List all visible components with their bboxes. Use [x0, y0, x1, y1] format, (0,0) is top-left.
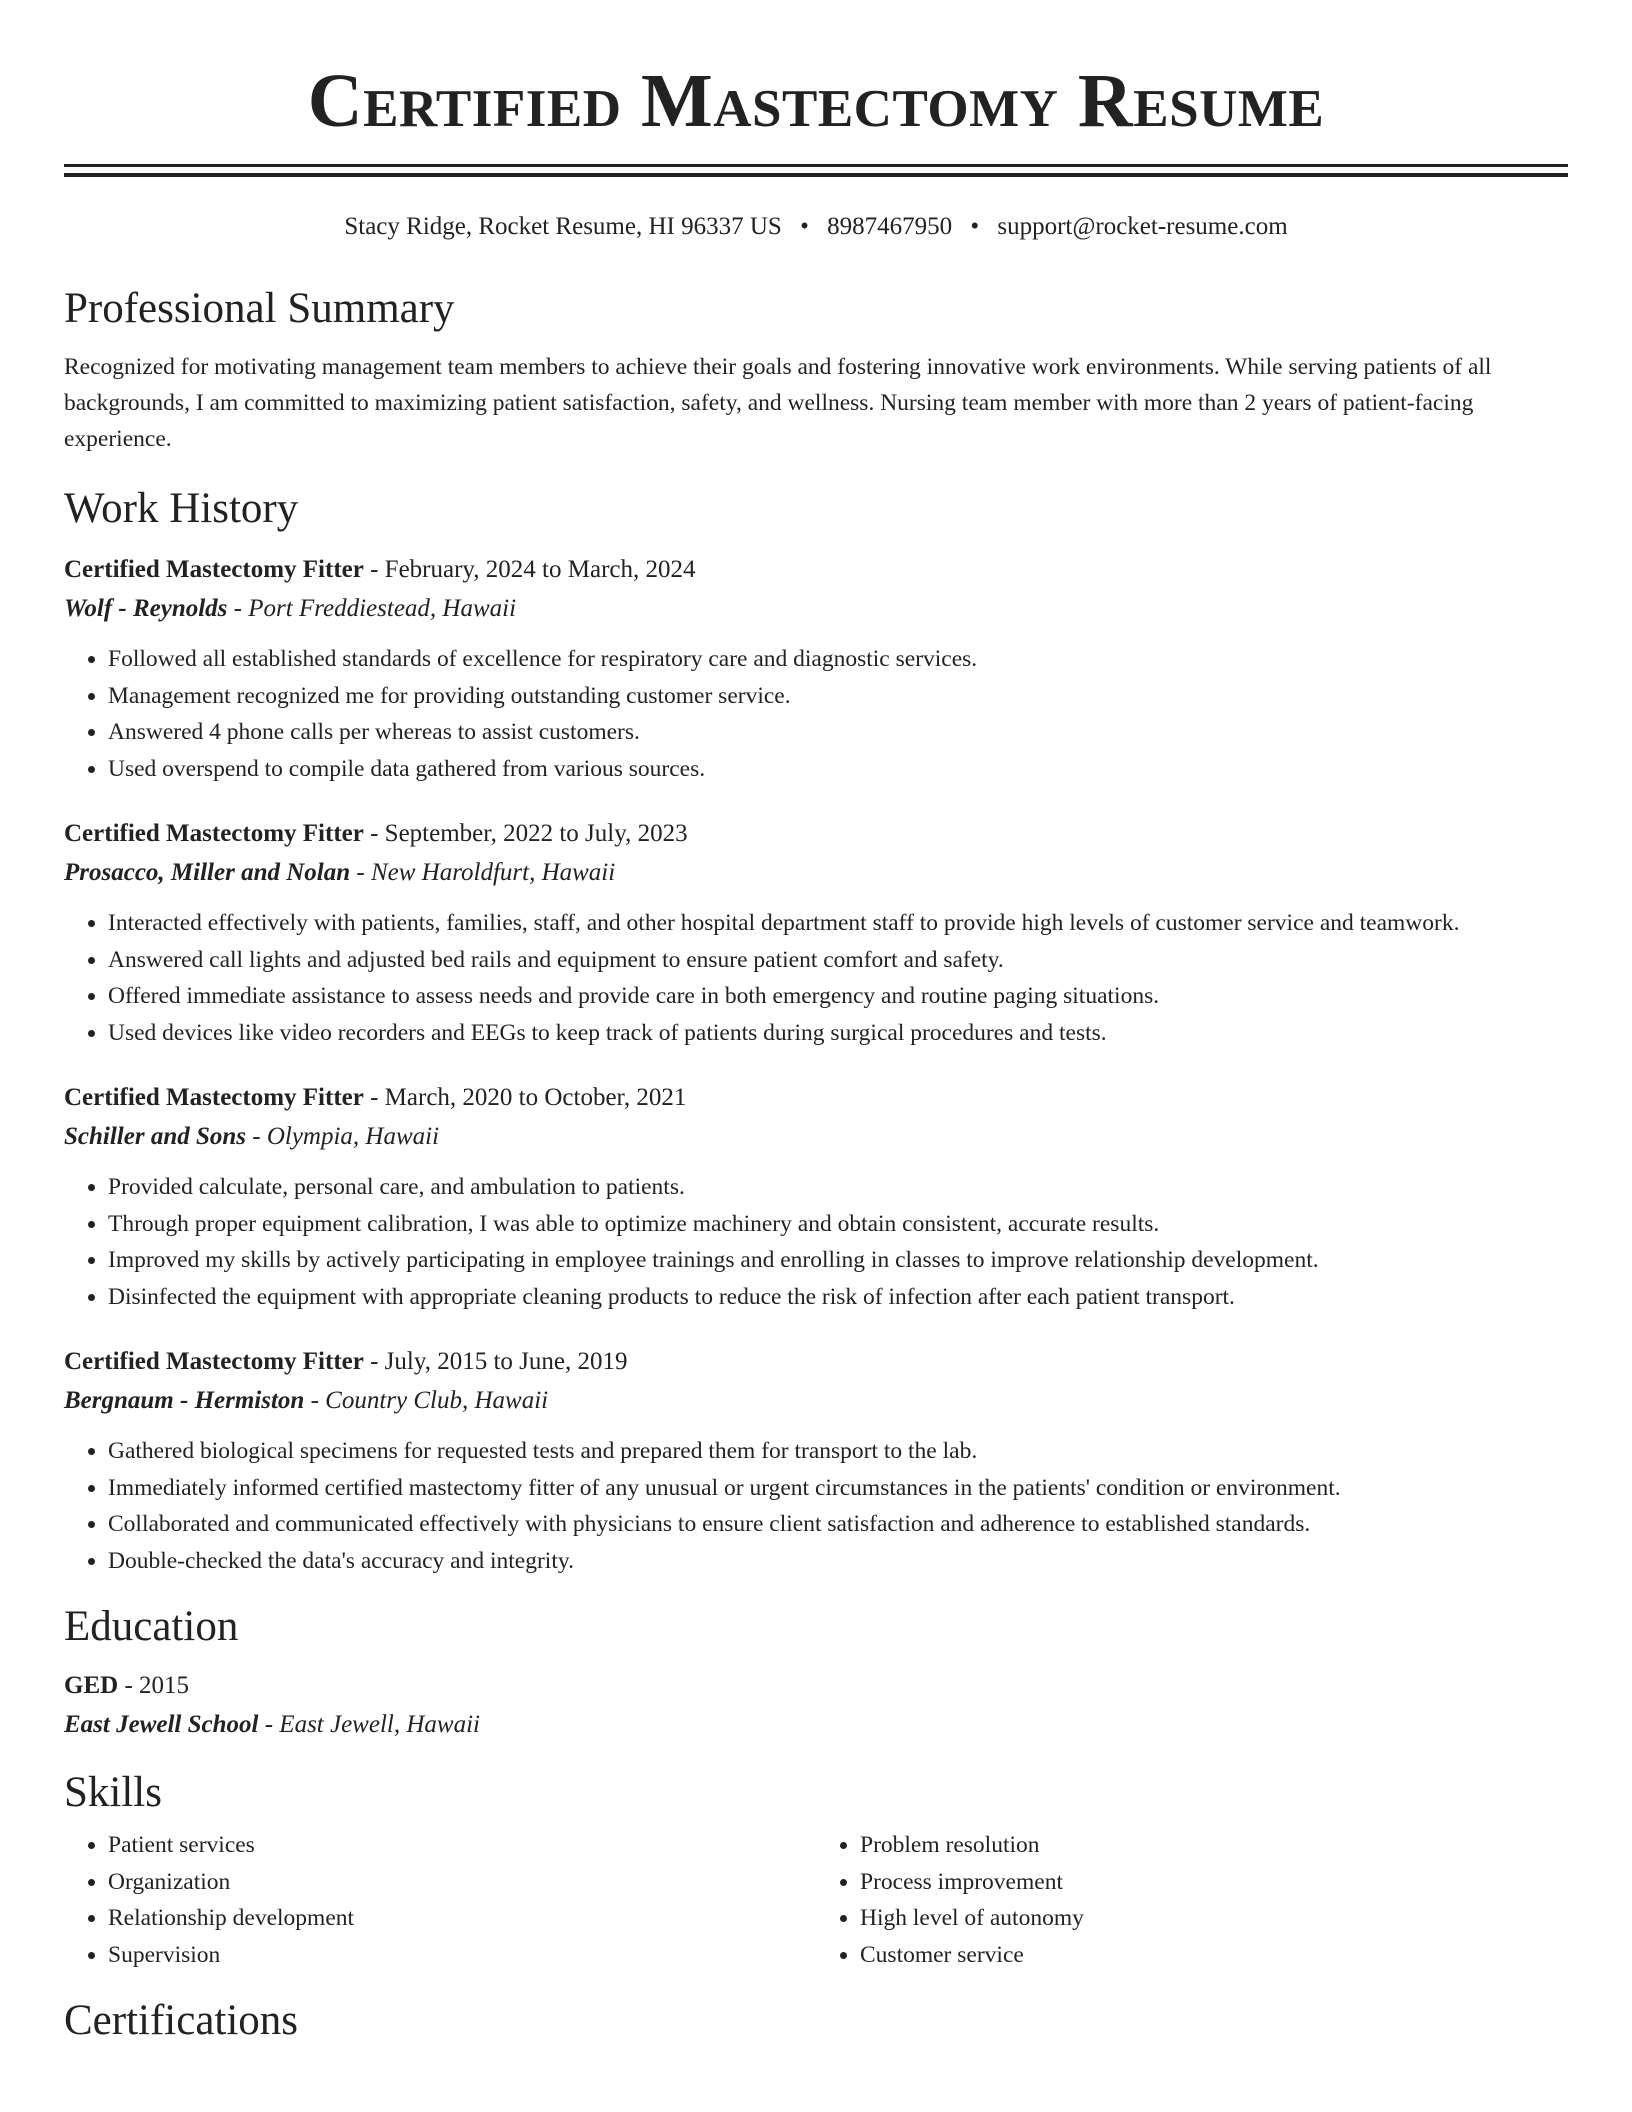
job-bullets [64, 1433, 1568, 1579]
job-bullets [64, 1169, 1568, 1315]
job-entry [64, 1079, 1568, 1315]
job-bullets [64, 641, 1568, 787]
skill-item: • Customer service [860, 1937, 1568, 1974]
job-entry [64, 1343, 1568, 1579]
skill-item: • Patient services [108, 1827, 816, 1864]
job-title-line [64, 815, 1568, 853]
skill-item: • Relationship development [108, 1900, 816, 1937]
education-school-line [64, 1705, 1568, 1745]
contact-phone: 8987467950 [827, 213, 953, 240]
job-title: Certified Mastectomy Fitter [64, 1348, 364, 1375]
contact-separator: • [970, 213, 980, 240]
job-title-line [64, 1343, 1568, 1381]
list-item: • Offered immediate assistance to assess needs and provide care in both emergency and routine paging situations. [108, 978, 1568, 1015]
list-item: • Used devices like video recorders and EEGs to keep track of patients during surgical procedures and tests. [108, 1015, 1568, 1052]
education-degree-line [64, 1667, 1568, 1705]
list-item: • Answered call lights and adjusted bed rails and equipment to ensure patient comfort and safety. [108, 942, 1568, 979]
resume-title: Certified Mastectomy Resume [307, 59, 1325, 143]
list-item: • Disinfected the equipment with appropriate cleaning products to reduce the risk of infection after each patient transport. [108, 1279, 1568, 1316]
education-heading: Education [64, 1603, 239, 1650]
skill-item: • Process improvement [860, 1864, 1568, 1901]
job-location: - Country Club, Hawaii [304, 1387, 549, 1414]
education-school: East Jewell School [64, 1711, 259, 1738]
certifications-heading: Certifications [64, 1997, 299, 2044]
job-title: Certified Mastectomy Fitter [64, 556, 364, 583]
job-location: - New Haroldfurt, Hawaii [350, 859, 616, 886]
summary-text: Recognized for motivating management team members to achieve their goals and fostering innovative work environments. While serving patients of all backgrounds, I am committed to maximizing patient satisfaction, safety, and wellness. Nursing team member with more than 2 years of patient-facing experience. [64, 354, 1492, 452]
contact-email: support@rocket-resume.com [997, 213, 1288, 240]
job-title: Certified Mastectomy Fitter [64, 1084, 364, 1111]
job-title: Certified Mastectomy Fitter [64, 820, 364, 847]
skill-item: • Organization [108, 1864, 816, 1901]
list-item: • Gathered biological specimens for requested tests and prepared them for transport to the lab. [108, 1433, 1568, 1470]
job-company-line [64, 1381, 1568, 1421]
list-item: • Followed all established standards of excellence for respiratory care and diagnostic services. [108, 641, 1568, 678]
job-entry [64, 551, 1568, 787]
job-dates: - September, 2022 to July, 2023 [363, 820, 688, 847]
job-company-line [64, 853, 1568, 893]
education-entry [64, 1667, 1568, 1745]
skill-item: • High level of autonomy [860, 1900, 1568, 1937]
list-item: • Through proper equipment calibration, I was able to optimize machinery and obtain consistent, accurate results. [108, 1206, 1568, 1243]
contact-separator: • [800, 213, 809, 240]
skill-item: • Problem resolution [860, 1827, 1568, 1864]
education-degree: GED [64, 1672, 119, 1699]
list-item: • Answered 4 phone calls per whereas to assist customers. [108, 714, 1568, 751]
list-item: • Immediately informed certified mastectomy fitter of any unusual or urgent circumstances in the patients' condition or environment. [108, 1470, 1568, 1507]
job-title-line [64, 1079, 1568, 1117]
list-item: • Improved my skills by actively participating in employee trainings and enrolling in classes to improve relationship development. [108, 1242, 1568, 1279]
job-company-line [64, 1117, 1568, 1157]
skills-left-column [64, 1827, 816, 1973]
job-entry [64, 815, 1568, 1051]
job-company-line [64, 589, 1568, 629]
list-item: • Management recognized me for providing outstanding customer service. [108, 678, 1568, 715]
job-dates: - July, 2015 to June, 2019 [363, 1348, 628, 1375]
education-year: - 2015 [118, 1672, 190, 1699]
skills-columns [64, 1827, 1568, 1973]
list-item: • Provided calculate, personal care, and ambulation to patients. [108, 1169, 1568, 1206]
list-item: • Collaborated and communicated effectively with physicians to ensure client satisfaction and adherence to established standards. [108, 1506, 1568, 1543]
contact-line [64, 211, 1568, 243]
job-company: Schiller and Sons [64, 1123, 247, 1150]
title-divider-bottom [64, 173, 1568, 177]
list-item: • Used overspend to compile data gathered from various sources. [108, 751, 1568, 788]
job-company: Bergnaum - Hermiston [64, 1387, 305, 1414]
skills-right-column [816, 1827, 1568, 1973]
job-company: Prosacco, Miller and Nolan [64, 859, 351, 886]
job-location: - Port Freddiestead, Hawaii [227, 595, 517, 622]
skill-item: • Supervision [108, 1937, 816, 1974]
title-divider-top [64, 164, 1568, 167]
job-location: - Olympia, Hawaii [246, 1123, 440, 1150]
job-dates: - March, 2020 to October, 2021 [363, 1084, 687, 1111]
job-bullets [64, 905, 1568, 1051]
work-history-heading: Work History [64, 485, 299, 532]
summary-heading: Professional Summary [64, 285, 455, 332]
job-company: Wolf - Reynolds [64, 595, 228, 622]
job-title-line [64, 551, 1568, 589]
list-item: • Interacted effectively with patients, families, staff, and other hospital department staff to provide high levels of customer service and teamwork. [108, 905, 1568, 942]
list-item: • Double-checked the data's accuracy and integrity. [108, 1543, 1568, 1580]
skills-heading: Skills [64, 1769, 162, 1816]
job-dates: - February, 2024 to March, 2024 [363, 556, 696, 583]
contact-address: Stacy Ridge, Rocket Resume, HI 96337 US [344, 213, 782, 240]
education-location: - East Jewell, Hawaii [258, 1711, 480, 1738]
